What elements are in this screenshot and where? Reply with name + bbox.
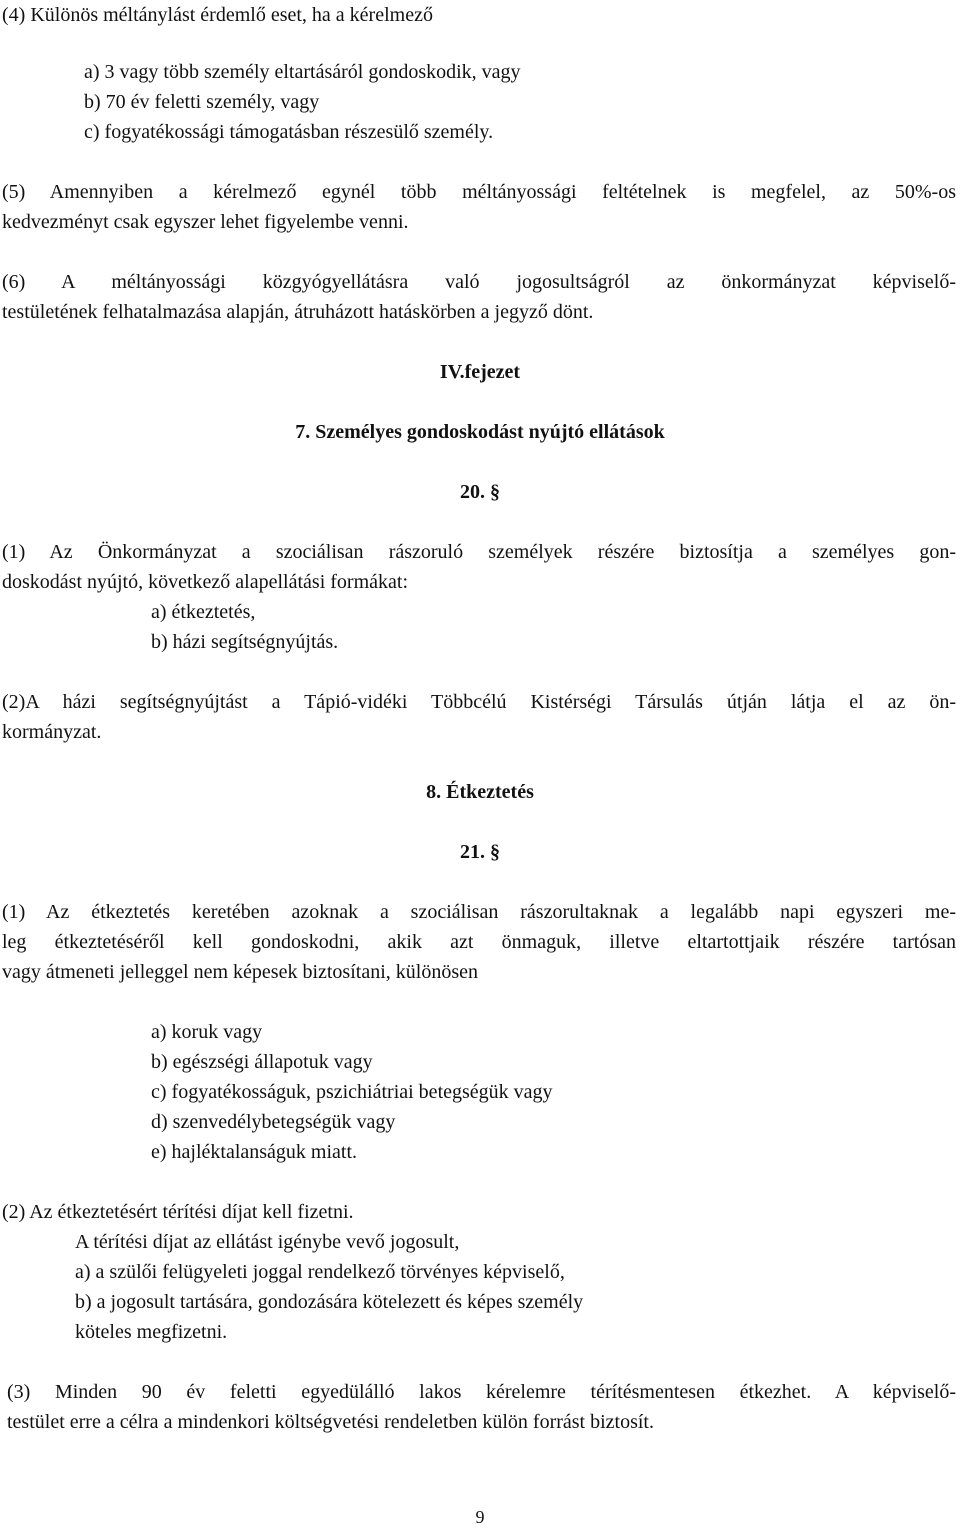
para-6-line-2: testületének felhatalmazása alapján, átruházott hatáskörben a jegyző dönt.	[2, 301, 594, 323]
para-20-1-line-1: (1) Az Önkormányzat a szociálisan rászoruló személyek részére biztosítja a személyes gon-	[2, 541, 956, 563]
para-21-3-line-1: (3) Minden 90 év feletti egyedülálló lakos kérelemre térítésmentesen étkezhet. A képviselő-	[7, 1381, 956, 1403]
paragraph-20-heading: 20. §	[460, 481, 500, 503]
list-item-20a: a) étkeztetés,	[151, 601, 256, 623]
para-21-1-line-1: (1) Az étkeztetés keretében azoknak a szociálisan rászorultaknak a legalább napi egyszeri me-	[2, 901, 956, 923]
para-21-1-line-3: vagy átmeneti jelleggel nem képesek biztosítani, különösen	[2, 961, 478, 983]
para-21-2-line-1: (2) Az étkeztetésért térítési díjat kell fizetni.	[2, 1201, 354, 1223]
paragraph-21-heading: 21. §	[460, 841, 500, 863]
list-item-21b: b) egészségi állapotuk vagy	[151, 1051, 373, 1073]
list-item-4c: c) fogyatékossági támogatásban részesülő személy.	[84, 121, 494, 143]
page-number: 9	[475, 1507, 485, 1527]
para-4-intro: (4) Különös méltánylást érdemlő eset, ha a kérelmező	[2, 4, 433, 26]
para-5-line-2: kedvezményt csak egyszer lehet figyelembe venni.	[2, 211, 409, 233]
para-20-2-line-2: kormányzat.	[2, 721, 102, 743]
para-6-line-1: (6) A méltányossági közgyógyellátásra való jogosultságról az önkormányzat képviselő-	[2, 271, 956, 293]
list-item-21-2a: a) a szülői felügyeleti joggal rendelkező törvényes képviselő,	[75, 1261, 565, 1283]
para-21-1-line-2: leg étkeztetéséről kell gondoskodni, akik azt önmaguk, illetve eltartottjaik részére tartósan	[2, 931, 956, 953]
list-item-21a: a) koruk vagy	[151, 1021, 263, 1043]
section-8-heading: 8. Étkeztetés	[426, 781, 534, 803]
list-item-21-2b: b) a jogosult tartására, gondozására kötelezett és képes személy	[75, 1291, 584, 1313]
section-7-heading: 7. Személyes gondoskodást nyújtó ellátások	[295, 421, 665, 443]
para-5-line-1: (5) Amennyiben a kérelmező egynél több méltányossági feltételnek is megfelel, az 50%-os	[2, 181, 956, 203]
para-21-2-line-2: A térítési díjat az ellátást igénybe vevő jogosult,	[75, 1231, 460, 1253]
para-21-2-line-5: köteles megfizetni.	[75, 1321, 228, 1343]
list-item-21c: c) fogyatékosságuk, pszichiátriai betegségük vagy	[151, 1081, 553, 1103]
para-20-2-line-1: (2)A házi segítségnyújtást a Tápió-vidéki Többcélú Kistérségi Társulás útján látja el az ön-	[2, 691, 956, 713]
list-item-4a: a) 3 vagy több személy eltartásáról gondoskodik, vagy	[84, 61, 521, 83]
list-item-4b: b) 70 év feletti személy, vagy	[84, 91, 320, 113]
list-item-20b: b) házi segítségnyújtás.	[151, 631, 339, 653]
para-20-1-line-2: doskodást nyújtó, következő alapellátási formákat:	[2, 571, 408, 593]
list-item-21d: d) szenvedélybetegségük vagy	[151, 1111, 396, 1133]
list-item-21e: e) hajléktalanságuk miatt.	[151, 1141, 358, 1163]
chapter-heading: IV.fejezet	[439, 361, 521, 383]
para-21-3-line-2: testület erre a célra a mindenkori költségvetési rendeletben külön forrást biztosít.	[7, 1411, 654, 1433]
